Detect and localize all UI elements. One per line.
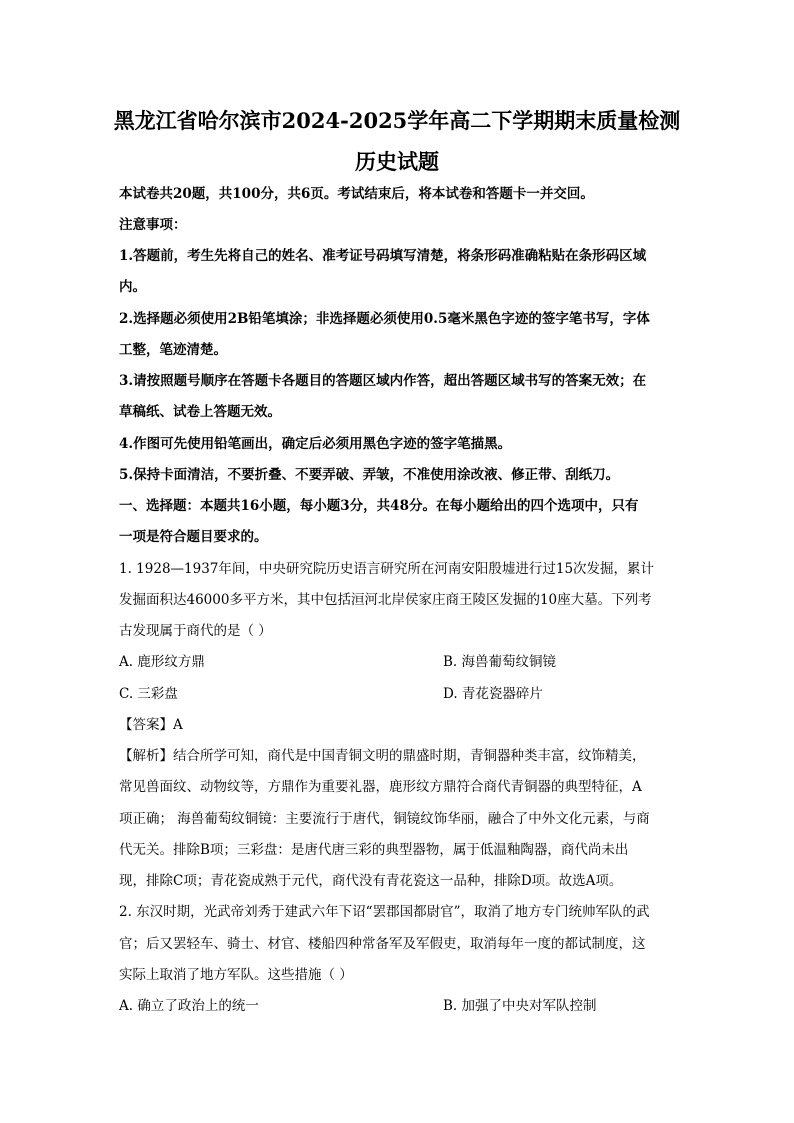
exam-title: 黑龙江省哈尔滨市2024-2025学年高二下学期期末质量检测 (113, 108, 681, 133)
analysis-line: 代无关。排除B项；三彩盘：是唐代唐三彩的典型器物，属于低温釉陶器，商代尚未出 (119, 842, 629, 858)
question-stem: 实际上取消了地方军队。这些措施（ ） (119, 967, 353, 983)
notice-line: 3.请按照题号顺序在答题卡各题目的答题区域内作答，超出答题区域书写的答案无效；在 (119, 373, 647, 389)
analysis-line: 【解析】结合所学可知，商代是中国青铜文明的鼎盛时期，青铜器种类丰富，纹饰精美， (119, 748, 646, 764)
answer-line: 【答案】A (119, 717, 183, 733)
notice-line: 2.选择题必须使用2B铅笔填涂；非选择题必须使用0.5毫米黑色字迹的签字笔书写，字体 (119, 311, 650, 327)
question-stem: 发掘面积达46000多平方米，其中包括洹河北岸侯家庄商王陵区发掘的10座大墓。下列考 (119, 592, 652, 608)
question-stem: 1. 1928—1937年间，中央研究院历史语言研究所在河南安阳殷墟进行过15次发掘，累计 (119, 561, 655, 577)
notice-line: 4.作图可先使用铅笔画出，确定后必须用黑色字迹的签字笔描黑。 (119, 436, 512, 452)
notice-line: 工整，笔迹清楚。 (119, 342, 227, 358)
question-stem: 官；后又罢轻车、骑士、材官、楼船四种常备军及军假吏，取消每年一度的都试制度，这 (119, 936, 646, 952)
analysis-line: 常见兽面纹、动物纹等，方鼎作为重要礼器，鹿形纹方鼎符合商代青铜器的典型特征，A (119, 779, 642, 795)
section-heading: 一项是符合题目要求的。 (119, 529, 268, 545)
notice-line: 5.保持卡面清洁，不要折叠、不要弄破、弄皱，不准使用涂改液、修正带、刮纸刀。 (119, 467, 620, 483)
analysis-line: 现，排除C项；青花瓷成熟于元代，商代没有青花瓷这一品种，排除D项。故选A项。 (119, 873, 623, 889)
section-heading: 一、选择题：本题共16小题，每小题3分，共48分。在每小题给出的四个选项中，只有 (119, 498, 639, 514)
option-b: B. 加强了中央对军队控制 (443, 998, 597, 1014)
option-a: A. 鹿形纹方鼎 (119, 654, 205, 670)
notice-line: 草稿纸、试卷上答题无效。 (119, 404, 281, 420)
option-d: D. 青花瓷器碎片 (443, 686, 543, 702)
analysis-line: 项正确； 海兽葡萄纹铜镜：主要流行于唐代，铜镜纹饰华丽，融合了中外文化元素，与商 (119, 811, 650, 827)
notice-line: 1.答题前，考生先将自己的姓名、准考证号码填写清楚，将条形码准确粘贴在条形码区域 (119, 248, 647, 264)
option-a: A. 确立了政治上的统一 (119, 998, 259, 1014)
option-c: C. 三彩盘 (119, 686, 178, 702)
question-stem: 古发现属于商代的是（ ） (119, 623, 272, 639)
question-stem: 2. 东汉时期，光武帝刘秀于建武六年下诏“罢郡国都尉官”，取消了地方专门统帅军队的武 (119, 904, 650, 920)
exam-intro: 本试卷共20题，共100分，共6页。考试结束后，将本试卷和答题卡一并交回。 (119, 186, 594, 202)
option-b: B. 海兽葡萄纹铜镜 (443, 654, 557, 670)
notice-line: 内。 (119, 279, 146, 295)
exam-subtitle: 历史试题 (355, 149, 439, 174)
notice-heading: 注意事项： (119, 217, 187, 233)
